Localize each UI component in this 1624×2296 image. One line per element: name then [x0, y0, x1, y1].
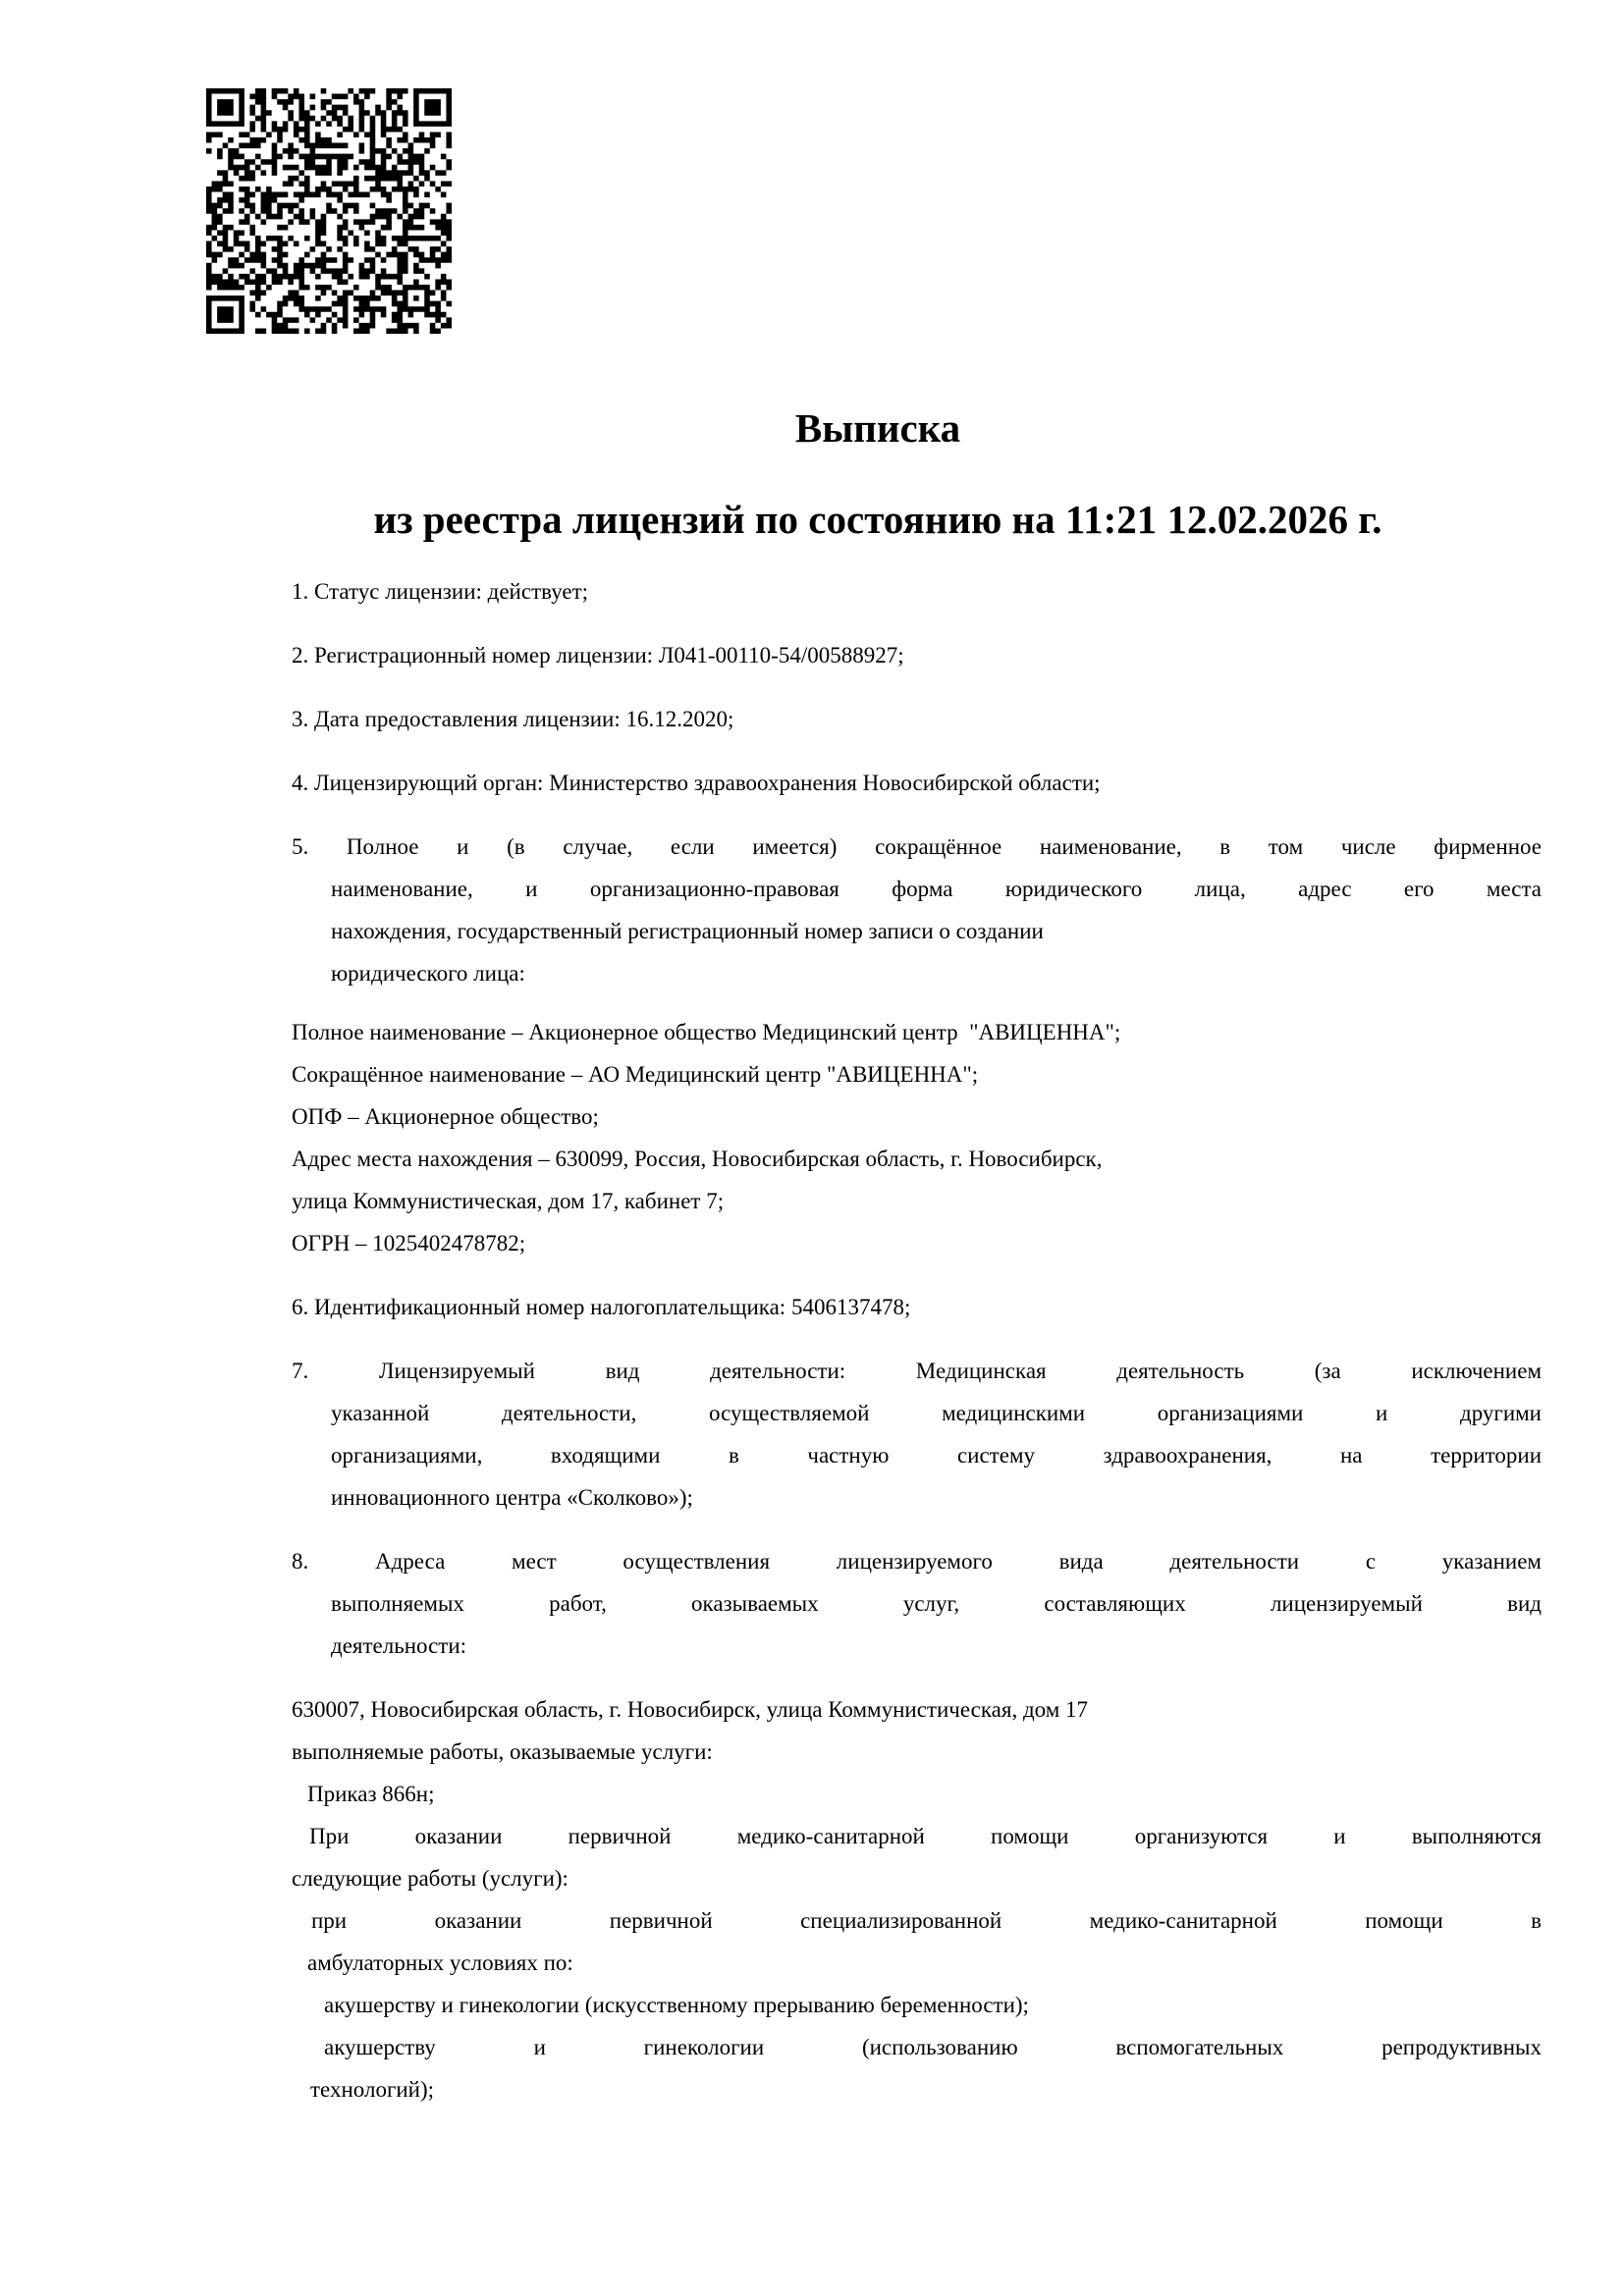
doc-line: 3. Дата предоставления лицензии: 16.12.2020;	[292, 707, 734, 731]
doc-line: амбулаторных условиях по:	[307, 1950, 573, 1975]
doc-line: 1. Статус лицензии: действует;	[292, 579, 589, 604]
doc-line: ОПФ – Акционерное общество;	[292, 1104, 599, 1129]
doc-line: 5. Полное и (в случае, если имеется) сокращённое наименование, в том числе фирменное	[292, 834, 1542, 859]
doc-line: нахождения, государственный регистрационный номер записи о создании	[331, 919, 1044, 943]
doc-line: акушерству и гинекологии (искусственному прерыванию беременности);	[324, 1993, 1029, 2017]
doc-line: акушерству и гинекологии (использованию вспомогательных репродуктивных	[324, 2035, 1542, 2059]
qr-modules	[206, 88, 452, 334]
doc-line: следующие работы (услуги):	[292, 1866, 568, 1891]
document-body	[292, 570, 1542, 2110]
doc-line: Адрес места нахождения – 630099, Россия, Новосибирская область, г. Новосибирск,	[292, 1147, 1103, 1171]
title-block	[292, 403, 1542, 544]
document-title: Выписка	[794, 405, 961, 451]
doc-line: улица Коммунистическая, дом 17, кабинет 7;	[292, 1189, 725, 1213]
doc-line: юридического лица:	[331, 961, 525, 986]
doc-line: организациями, входящими в частную систему здравоохранения, на территории	[331, 1443, 1542, 1468]
doc-line: 4. Лицензирующий орган: Министерство здравоохранения Новосибирской области;	[292, 771, 1101, 795]
qr-code	[206, 88, 452, 334]
doc-line: 8. Адреса мест осуществления лицензируемого вида деятельности с указанием	[292, 1549, 1542, 1574]
doc-line: деятельности:	[331, 1633, 467, 1658]
doc-line: 2. Регистрационный номер лицензии: Л041-00110-54/00588927;	[292, 643, 904, 667]
doc-line: инновационного центра «Сколково»);	[331, 1485, 693, 1510]
doc-line: Полное наименование – Акционерное общество Медицинский центр "АВИЦЕННА";	[292, 1020, 1121, 1044]
doc-line: 6. Идентификационный номер налогоплательщика: 5406137478;	[292, 1295, 911, 1319]
document-content	[292, 403, 1542, 2110]
doc-line: Приказ 866н;	[307, 1782, 435, 1806]
document-subtitle: из реестра лицензий по состоянию на 11:21 12.02.2026 г.	[373, 497, 1382, 542]
doc-line: при оказании первичной специализированной медико-санитарной помощи в	[311, 1908, 1542, 1933]
doc-line: Сокращённое наименование – АО Медицинский центр "АВИЦЕННА";	[292, 1062, 979, 1087]
doc-line: При оказании первичной медико-санитарной помощи организуются и выполняются	[309, 1824, 1542, 1848]
doc-line: технологий);	[310, 2077, 435, 2102]
doc-line: 7. Лицензируемый вид деятельности: Медицинская деятельность (за исключением	[292, 1359, 1542, 1383]
doc-line: выполняемых работ, оказываемых услуг, составляющих лицензируемый вид	[331, 1591, 1542, 1616]
doc-line: 630007, Новосибирская область, г. Новосибирск, улица Коммунистическая, дом 17	[292, 1697, 1089, 1722]
doc-line: выполняемые работы, оказываемые услуги:	[292, 1739, 713, 1764]
doc-line: указанной деятельности, осуществляемой медицинскими организациями и другими	[331, 1401, 1542, 1425]
doc-line: ОГРН – 1025402478782;	[292, 1231, 526, 1255]
doc-line: наименование, и организационно-правовая форма юридического лица, адрес его места	[331, 877, 1542, 901]
